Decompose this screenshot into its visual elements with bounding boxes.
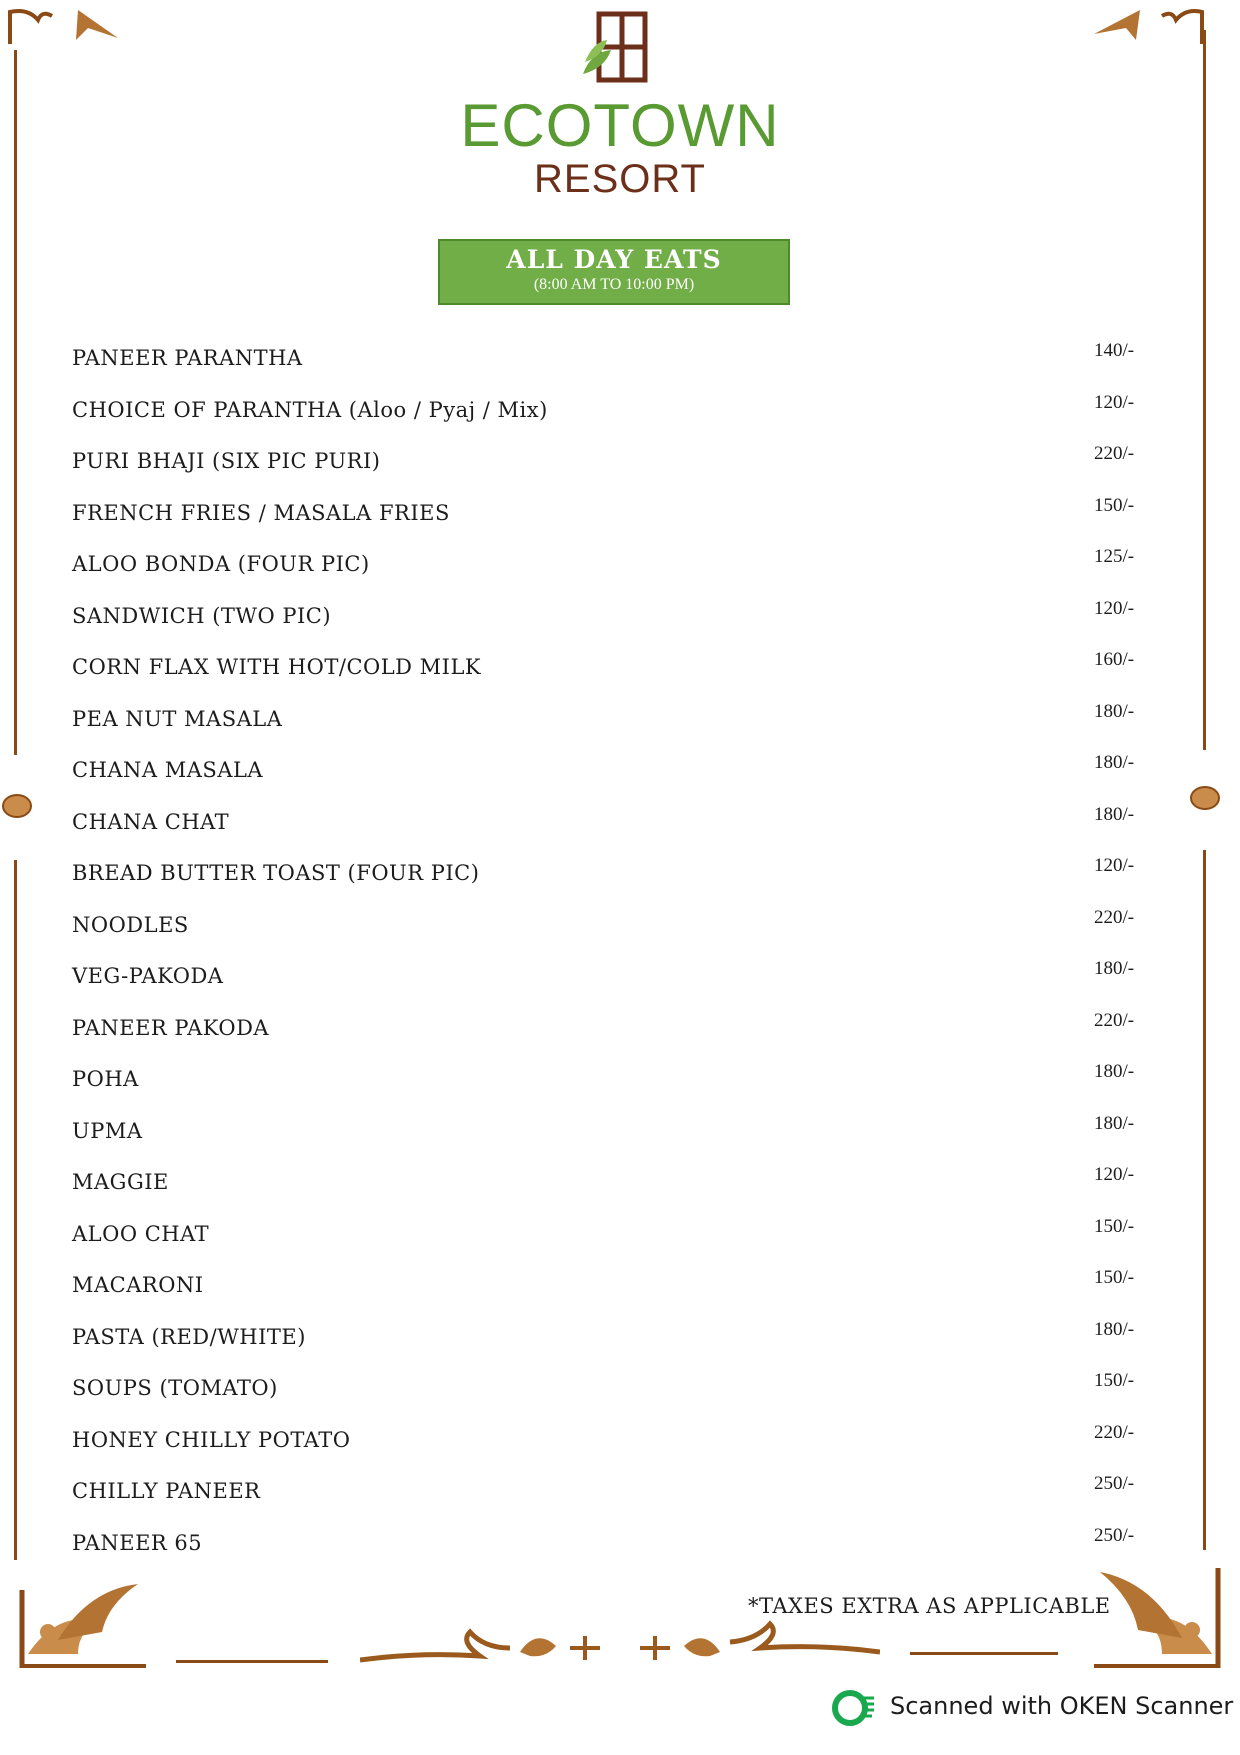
section-title: ALL DAY EATS [506,245,722,274]
bottom-border-line-right [910,1652,1058,1655]
menu-item-price: 180/- [1094,1112,1135,1134]
menu-item-name: HONEY CHILLY POTATO [72,1427,351,1452]
menu-item-name: CHANA MASALA [72,758,264,782]
menu-item-price: 180/- [1094,752,1135,773]
menu-item-name: PEA NUT MASALA [72,706,283,731]
menu-item-price: 120/- [1094,855,1135,876]
menu-item-name: SANDWICH (TWO PIC) [72,603,332,628]
menu-item-name: MACARONI [72,1273,204,1297]
menu-item [72,1216,1142,1268]
menu-item-name: CORN FLAX WITH HOT/COLD MILK [72,655,482,679]
resort-logo [440,10,800,201]
bottom-left-corner-flourish-icon [18,1570,148,1670]
menu-item [72,1113,1142,1165]
menu-item [72,1061,1142,1113]
menu-item-name: BREAD BUTTER TOAST (FOUR PIC) [72,861,480,885]
menu-item [72,1010,1142,1062]
brand-subname: RESORT [534,157,706,201]
menu-item-name: PASTA (RED/WHITE) [72,1324,306,1349]
menu-item [72,340,1142,392]
menu-item [72,1164,1142,1216]
right-border-line-top [1203,30,1206,750]
menu-item-price: 180/- [1094,1318,1135,1340]
menu-item-price: 120/- [1094,597,1135,619]
menu-item-name: PURI BHAJI (SIX PIC PURI) [72,449,381,473]
menu-item [72,752,1142,804]
top-left-corner-flourish-icon [8,6,128,46]
menu-item-price: 150/- [1094,1215,1135,1237]
menu-item [72,855,1142,907]
menu-item-name: POHA [72,1067,139,1091]
menu-item [72,598,1142,650]
menu-item-price: 250/- [1094,1473,1135,1494]
menu-item-name: PANEER 65 [72,1530,203,1555]
menu-item-price: 120/- [1094,391,1135,413]
top-right-corner-flourish-icon [1090,6,1210,46]
menu-item-name: CHILLY PANEER [72,1479,261,1503]
brand-name: ECOTOWN [460,92,780,159]
menu-item-price: 120/- [1094,1164,1135,1185]
menu-item [72,649,1142,701]
menu-item-name: PANEER PARANTHA [72,346,303,370]
menu-item [72,907,1142,959]
menu-item-price: 180/- [1094,700,1135,722]
menu-item [72,1267,1142,1319]
left-border-line-top [14,50,17,755]
menu-item [72,1422,1142,1474]
menu-item [72,701,1142,753]
menu-item [72,958,1142,1010]
menu-item-price: 250/- [1094,1524,1135,1546]
menu-item-price: 220/- [1094,1009,1135,1031]
menu-item-price: 180/- [1094,958,1135,979]
right-border-ornament-icon [1190,786,1220,810]
menu-item-price: 140/- [1094,340,1135,361]
menu-item-name: CHANA CHAT [72,809,230,834]
menu-item-name: UPMA [72,1118,143,1143]
menu-item-name: PANEER PAKODA [72,1015,270,1040]
menu-item-name: ALOO BONDA (FOUR PIC) [72,552,370,576]
menu-item [72,495,1142,547]
menu-item-name: NOODLES [72,912,189,937]
menu-list [72,340,1142,1576]
menu-item-price: 160/- [1094,649,1135,670]
bottom-border-line-left [176,1660,328,1663]
menu-item-name: FRENCH FRIES / MASALA FRIES [72,500,450,525]
taxes-note: *TAXES EXTRA AS APPLICABLE [748,1594,1111,1618]
section-banner [438,239,790,305]
menu-item [72,443,1142,495]
menu-item [72,804,1142,856]
menu-item-price: 125/- [1094,546,1135,567]
scanner-logo-icon [832,1688,876,1728]
menu-item [72,546,1142,598]
menu-item-name: ALOO CHAT [72,1221,210,1246]
menu-item-price: 220/- [1094,1421,1135,1443]
menu-item-price: 150/- [1094,1370,1135,1391]
left-border-ornament-icon [2,794,32,818]
menu-item-price: 220/- [1094,443,1135,464]
menu-item-price: 180/- [1094,1061,1135,1082]
menu-item-name: SOUPS (TOMATO) [72,1376,278,1400]
window-leaf-logo-icon [575,10,665,85]
menu-item-name: VEG-PAKODA [72,964,224,988]
menu-item [72,1473,1142,1525]
menu-item [72,392,1142,444]
menu-item [72,1370,1142,1422]
menu-item-price: 150/- [1094,494,1135,516]
menu-item [72,1319,1142,1371]
right-border-line-bottom [1203,850,1206,1550]
menu-item-price: 150/- [1094,1267,1135,1288]
menu-item-price: 220/- [1094,906,1135,928]
menu-item-name: MAGGIE [72,1170,169,1194]
scanner-watermark: Scanned with OKEN Scanner [890,1692,1234,1720]
left-border-line-bottom [14,860,17,1560]
section-hours: (8:00 AM TO 10:00 PM) [533,276,695,293]
menu-item-price: 180/- [1094,803,1135,825]
menu-item [72,1525,1142,1577]
menu-item-name: CHOICE OF PARANTHA (Aloo / Pyaj / Mix) [72,397,548,422]
